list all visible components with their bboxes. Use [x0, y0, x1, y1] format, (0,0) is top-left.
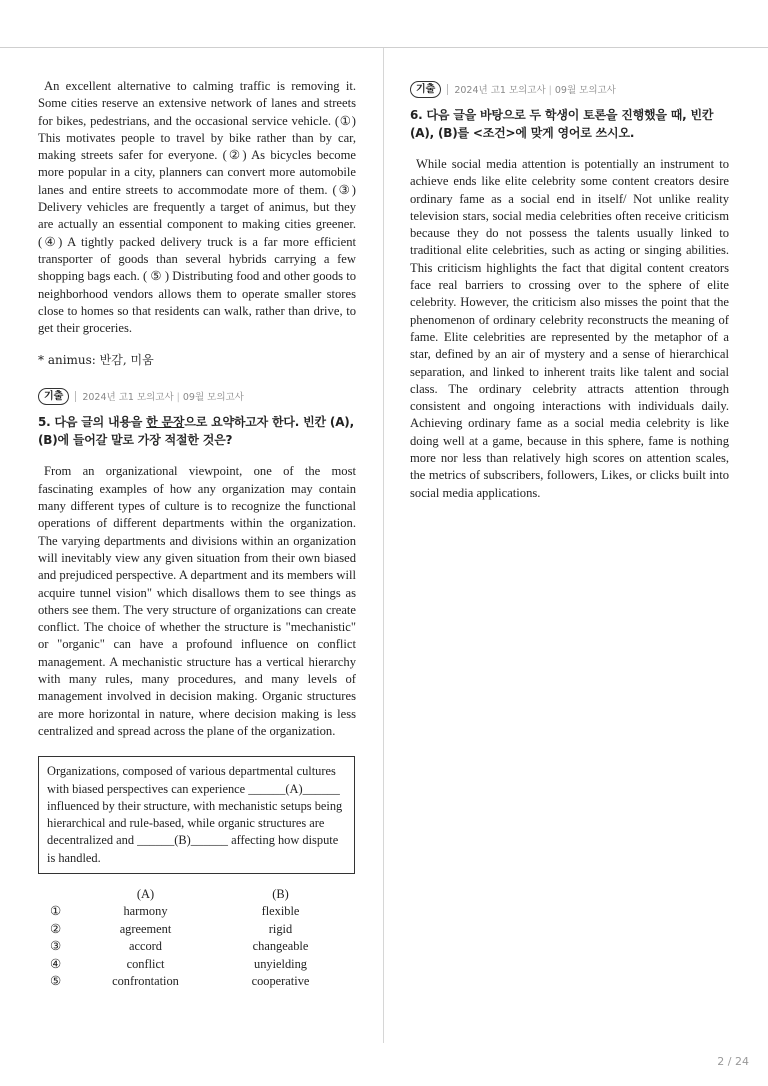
option-b: cooperative [251, 974, 310, 989]
q5-source-row [38, 387, 356, 405]
option-b: rigid [268, 921, 293, 936]
left-column [38, 78, 356, 990]
passage-q4: An excellent alternative to calming traffic is removing it. Some cities reserve an extensive network of lanes and streets for bikes, pedestrians, and the occasional service vehicle. (①) This motivates people to travel by bike rather than by car, making streets safer for everyone. (②) As bicycles become more popular in a city, planners can convert more automobile lanes and entire streets to accommodate more of them. (③) Delivery vehicles are frequently a target of animus, but they are actually an essential component to making cities greener. (④) A tightly packed delivery truck is a far more efficient transporter of goods than several hybrids carrying a few shopping bags each. ( ⑤ ) Distributing food and other goods to neighborhood vendors allows them to operate smaller stores close to homes so that residents can walk, rather than drive, to get their groceries. [38, 79, 356, 336]
separator [447, 84, 448, 95]
q5-source-month: 09월 모의고사 [182, 392, 244, 404]
q5-source [82, 389, 244, 403]
passage-q5: From an organizational viewpoint, one of the most fascinating examples of how any organization may contain many different types of culture is to recognize the functional operations of different departments within the organization. The varying departments and divisions within an organization will inevitably view any given situation from their own biased and prejudiced perspective. A department and its members will acquire tunnel vision" which disallows them to see things as others see them. The very structure of organizations can create conflict. The choice of whether the structure is "mechanistic" or "organic" can have a profound influence on conflict management. A mechanistic structure has a vertical hierarchy with many rules, many procedures, and many levels of management involved in decision making. Organic structures are more horizontal in nature, where decision making is less centralized and spread across the plane of the organization. [38, 464, 356, 738]
option-a: conflict [126, 956, 165, 971]
option-b: changeable [252, 939, 309, 954]
q5-title-underline: 한 문장 [146, 415, 185, 430]
q6-source [454, 82, 616, 96]
q6-tag-badge: 기출 [410, 81, 441, 98]
page-number: 2 / 24 [717, 1055, 749, 1068]
option-a: accord [128, 939, 162, 954]
option-number: ③ [50, 939, 62, 954]
q5-source-year: 2024년 고1 모의고사 [82, 392, 174, 404]
option-a: confrontation [112, 974, 179, 989]
separator: | [176, 392, 180, 404]
q5-title-pre: 5. 다음 글의 내용을 [38, 415, 147, 430]
option-a: agreement [119, 921, 172, 936]
right-column [410, 80, 729, 502]
option-number: ② [50, 921, 62, 936]
q5-tag-badge: 기출 [38, 388, 69, 405]
answer-options [38, 886, 348, 990]
option-row[interactable] [38, 956, 348, 973]
separator: | [548, 85, 552, 96]
option-row[interactable] [38, 921, 348, 938]
q6-source-month: 09월 모의고사 [554, 85, 616, 96]
q5-title [38, 413, 356, 449]
column-divider [383, 48, 384, 1043]
option-a: harmony [123, 904, 168, 919]
option-number: ④ [50, 956, 62, 971]
option-b: flexible [261, 904, 300, 919]
option-number: ① [50, 904, 62, 919]
q5-title-post: 으로 요약하고자 한다. 빈칸 (A), (B)에 들어갈 말로 가장 적절한 것은? [38, 415, 354, 448]
passage-q6: While social media attention is potentially an instrument to achieve ends like elite celebrity some content creators desire ordinary fame as a social end in itself/ Not unlike reality television stars, social media celebrities often receive criticism because they do not possess the talents usually linked to traditional elite celebrities, such as acting or singing abilities. This criticism highlights the fact that digital content creators face real barriers to crossing over to the sphere of elite celebrity. However, the criticism also misses the point that the phenomenon of ordinary celebrity reconstructs the meaning of fame. Elite celebrities are represented by the metaphor of a star, defined by an air of mystery and a sense of hierarchical separation, and linked to inherent traits like talent and social class. The ordinary celebrity attracts attention through consistent and ongoing interactions with individuals daily. Achieving ordinary fame as a social media celebrity is like doing well at a game, because in this sphere, fame is nothing more nor less than relatively high scores on attention scales, the metrics of subscribers, followers, Likes, or clicks built into social media applications. [410, 157, 729, 500]
summary-text: Organizations, composed of various departmental cultures with biased perspectives can experience ______(A)______ influenced by their structure, with mechanistic setups being hierarchical and rule-based, while organic structures are decentralized and ______(B)______ affecting how dispute is handled. [47, 764, 343, 865]
separator [75, 391, 76, 402]
col-a-header: (A) [136, 886, 155, 901]
options-header [38, 886, 348, 903]
option-row[interactable] [38, 903, 348, 920]
footnote: * animus: 반감, 미움 [38, 353, 154, 368]
option-b: unyielding [254, 956, 307, 971]
summary-box [38, 756, 355, 874]
q6-source-year: 2024년 고1 모의고사 [454, 85, 546, 96]
q6-title: 6. 다음 글을 바탕으로 두 학생이 토론을 진행했을 때, 빈칸 (A), (B)를 <조건>에 맞게 영어로 쓰시오. [410, 108, 714, 140]
option-number: ⑤ [50, 974, 62, 989]
q6-source-row [410, 80, 729, 98]
col-b-header: (B) [272, 886, 289, 901]
header-rule [0, 47, 768, 48]
option-row[interactable] [38, 938, 348, 955]
option-row[interactable] [38, 973, 348, 990]
